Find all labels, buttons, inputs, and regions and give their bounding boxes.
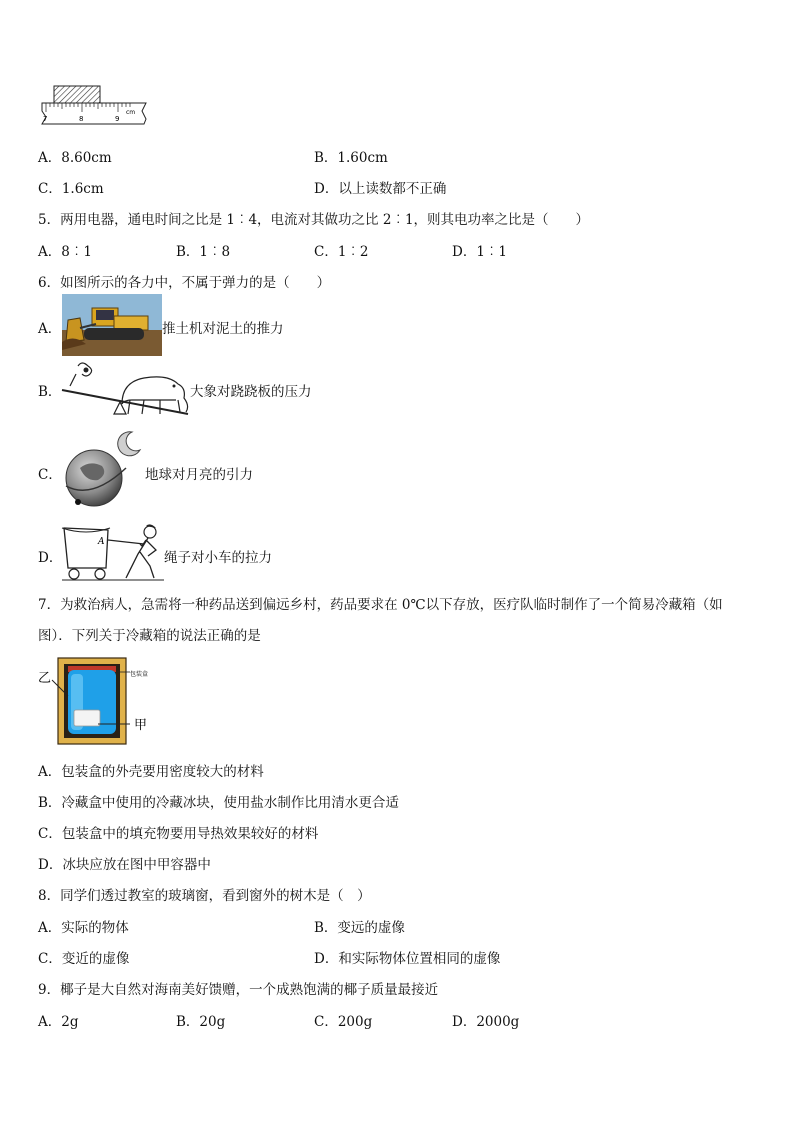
container-jia [74,710,100,726]
bulldozer-image [62,294,162,356]
q4-option-b[interactable]: B．1.60cm [314,150,388,166]
q6-option-d-letter[interactable]: D． [38,550,63,566]
moon-shape [118,432,140,456]
cart-pull-image [60,522,166,584]
q9-option-d[interactable]: D．2000g [452,1014,520,1030]
ruler-figure [38,84,150,130]
ruler-tick-label: 9 [115,115,120,123]
q6-option-a-letter[interactable]: A． [38,321,62,337]
q8-option-a[interactable]: A．实际的物体 [38,920,129,936]
q5-option-c[interactable]: C．1︰2 [314,244,369,260]
q8-option-c[interactable]: C．变近的虚像 [38,951,130,967]
q7-option-c[interactable]: C．包装盒中的填充物要用导热效果较好的材料 [38,826,319,842]
measured-block [54,86,100,103]
q4-option-a[interactable]: A．8.60cm [38,150,112,166]
q5-stem: 5．两用电器，通电时间之比是 1︰4，电流对其做功之比 2︰1，则其电功率之比是（ ） [38,212,590,228]
ruler-tick-label: 8 [79,115,84,123]
elephant-seesaw-image [60,360,192,416]
q9-option-b[interactable]: B．20g [176,1014,226,1030]
q8-option-b[interactable]: B．变远的虚像 [314,920,405,936]
q6-option-c-letter[interactable]: C． [38,467,62,483]
q9-option-a[interactable]: A．2g [38,1014,79,1030]
q6-option-b-letter[interactable]: B． [38,384,62,400]
earth-moon-image [62,428,146,512]
q4-option-c[interactable]: C．1.6cm [38,181,104,197]
ruler-unit-label: cm [126,109,136,116]
q4-option-d[interactable]: D．以上读数都不正确 [314,181,447,197]
q6-option-c-caption: 地球对月亮的引力 [145,467,253,483]
q7-option-b[interactable]: B．冷藏盒中使用的冷藏冰块，使用盐水制作比用清水更合适 [38,795,399,811]
q5-option-b[interactable]: B．1︰8 [176,244,231,260]
q7-option-d[interactable]: D．冰块应放在图中甲容器中 [38,857,211,873]
cooler-box-figure [38,656,158,746]
label-jia: 甲 [134,718,148,733]
q7-stem-line1: 7．为救治病人，急需将一种药品送到偏远乡村，药品要求在 0℃以下存放，医疗队临时制作了一个简易冷藏箱（如 [38,597,723,613]
q6-option-a-caption: 推土机对泥土的推力 [162,321,284,337]
q8-option-d[interactable]: D．和实际物体位置相同的虚像 [314,951,501,967]
q7-stem-line2: 图）．下列关于冷藏箱的说法正确的是 [38,628,261,644]
q9-option-c[interactable]: C．200g [314,1014,373,1030]
q9-stem: 9．椰子是大自然对海南美好馈赠，一个成熟饱满的椰子质量最接近 [38,982,439,998]
q6-stem: 6．如图所示的各力中，不属于弹力的是（ ） [38,275,331,291]
ruler-tick-label: 7 [43,115,48,123]
q7-option-a[interactable]: A．包装盒的外壳要用密度较大的材料 [38,764,264,780]
cart-label-a: A [98,537,105,547]
q8-stem: 8．同学们透过教室的玻璃窗，看到窗外的树木是（ ） [38,888,371,904]
q6-option-d-caption: 绳子对小车的拉力 [164,550,272,566]
label-box: 包装盒 [130,671,149,678]
q5-option-a[interactable]: A．8︰1 [38,244,92,260]
label-yi: 乙 [38,671,52,686]
q6-option-b-caption: 大象对跷跷板的压力 [190,384,312,400]
q5-option-d[interactable]: D．1︰1 [452,244,508,260]
